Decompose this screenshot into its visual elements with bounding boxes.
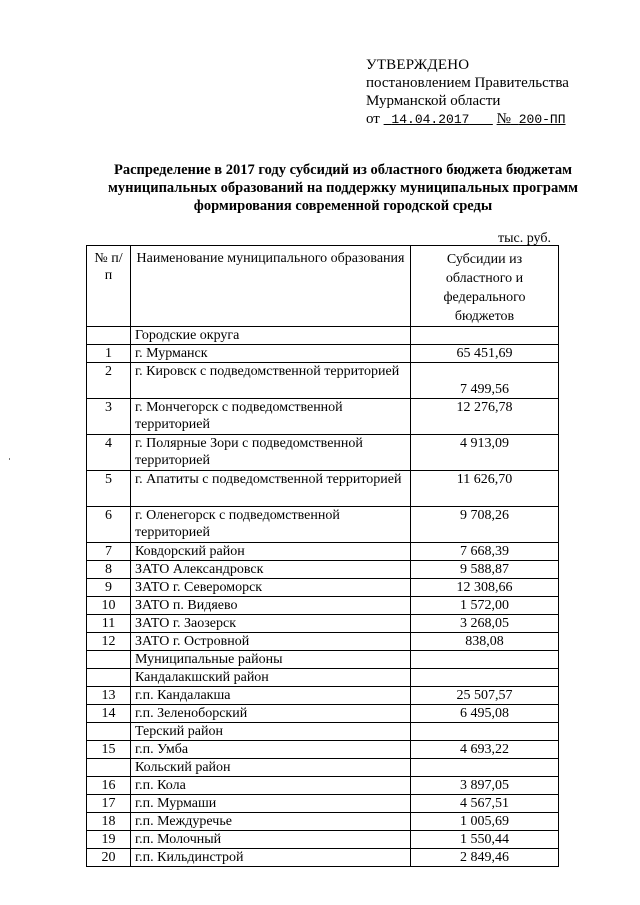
row-name: г.п. Кандалакша (131, 687, 411, 705)
row-name: ЗАТО г. Островной (131, 633, 411, 651)
table-row (87, 615, 559, 633)
row-value: 4 693,22 (411, 741, 559, 759)
row-value: 12 308,66 (411, 579, 559, 597)
row-name: г. Апатиты с подведомственной территорией (131, 471, 411, 507)
row-num: 19 (87, 831, 131, 849)
row-name: г.п. Зеленоборский (131, 705, 411, 723)
row-num: 13 (87, 687, 131, 705)
table-row (87, 345, 559, 363)
row-num (87, 327, 131, 345)
row-num: 7 (87, 543, 131, 561)
row-value: 3 268,05 (411, 615, 559, 633)
table-row (87, 579, 559, 597)
table-row (87, 759, 559, 777)
table-row (87, 561, 559, 579)
row-value: 12 276,78 (411, 399, 559, 435)
approval-line-2: Мурманской области (366, 93, 501, 109)
header-num: № п/п (87, 246, 131, 327)
row-name: Муниципальные районы (131, 651, 411, 669)
row-value (411, 669, 559, 687)
row-num: 2 (87, 363, 131, 399)
row-value (411, 651, 559, 669)
row-value: 9 588,87 (411, 561, 559, 579)
row-value: 1 005,69 (411, 813, 559, 831)
row-num: 16 (87, 777, 131, 795)
row-value: 838,08 (411, 633, 559, 651)
row-value (411, 759, 559, 777)
row-name: г.п. Кола (131, 777, 411, 795)
table-row (87, 705, 559, 723)
row-name: Кандалакшский район (131, 669, 411, 687)
row-num: 15 (87, 741, 131, 759)
approval-line-1: постановлением Правительства (366, 75, 569, 91)
scan-speck (9, 458, 10, 460)
row-name: г.п. Молочный (131, 831, 411, 849)
row-value: 7 499,56 (411, 363, 559, 399)
row-num (87, 669, 131, 687)
row-name: ЗАТО г. Заозерск (131, 615, 411, 633)
row-value: 1 572,00 (411, 597, 559, 615)
row-value: 1 550,44 (411, 831, 559, 849)
row-value: 9 708,26 (411, 507, 559, 543)
row-value: 11 626,70 (411, 471, 559, 507)
row-name: Городские округа (131, 327, 411, 345)
from-label: от (366, 111, 380, 127)
table-row (87, 831, 559, 849)
row-name: ЗАТО г. Североморск (131, 579, 411, 597)
row-num (87, 723, 131, 741)
row-name: г.п. Умба (131, 741, 411, 759)
table-row (87, 435, 559, 471)
row-num: 20 (87, 849, 131, 867)
row-num: 12 (87, 633, 131, 651)
row-name: г.п. Междуречье (131, 813, 411, 831)
row-value: 2 849,46 (411, 849, 559, 867)
document-title: Распределение в 2017 году субсидий из областного бюджета бюджетам муниципальных образований на поддержку муниципальных программ формирования современной городской среды (108, 162, 578, 214)
table-row (87, 795, 559, 813)
table-row (87, 813, 559, 831)
row-num (87, 759, 131, 777)
row-name: ЗАТО Александровск (131, 561, 411, 579)
row-value: 4 567,51 (411, 795, 559, 813)
row-value: 65 451,69 (411, 345, 559, 363)
table-row (87, 363, 559, 399)
row-value (411, 327, 559, 345)
row-num: 14 (87, 705, 131, 723)
table-row (87, 723, 559, 741)
header-value: Субсидии из областного и федерального бюджетов (411, 246, 559, 327)
row-name: Ковдорский район (131, 543, 411, 561)
row-num: 1 (87, 345, 131, 363)
table-row (87, 849, 559, 867)
header-name: Наименование муниципального образования (131, 246, 411, 327)
table-row (87, 399, 559, 435)
table-row (87, 633, 559, 651)
row-name: г. Оленегорск с подведомственной территорией (131, 507, 411, 543)
row-value: 6 495,08 (411, 705, 559, 723)
row-num: 6 (87, 507, 131, 543)
table-row (87, 471, 559, 507)
table-row (87, 741, 559, 759)
row-num: 3 (87, 399, 131, 435)
subsidy-table (86, 245, 559, 867)
row-num: 5 (87, 471, 131, 507)
table-row (87, 597, 559, 615)
row-name: г. Полярные Зори с подведомственной территорией (131, 435, 411, 471)
row-num (87, 651, 131, 669)
row-name: Кольский район (131, 759, 411, 777)
row-value (411, 723, 559, 741)
number-label: № (496, 111, 511, 127)
approval-block (366, 56, 569, 129)
table-row (87, 507, 559, 543)
row-name: г. Мурманск (131, 345, 411, 363)
table-row (87, 669, 559, 687)
approval-date-line (366, 110, 569, 129)
row-value: 3 897,05 (411, 777, 559, 795)
row-num: 8 (87, 561, 131, 579)
row-num: 10 (87, 597, 131, 615)
approval-date: 14.04.2017 (391, 112, 470, 127)
unit-label: тыс. руб. (498, 231, 551, 246)
row-name: г.п. Мурмаши (131, 795, 411, 813)
row-name: г. Кировск с подведомственной территорией (131, 363, 411, 399)
row-num: 9 (87, 579, 131, 597)
row-value: 4 913,09 (411, 435, 559, 471)
table-row (87, 327, 559, 345)
approval-heading: УТВЕРЖДЕНО (366, 57, 470, 73)
row-name: г. Мончегорск с подведомственной территорией (131, 399, 411, 435)
table-row (87, 651, 559, 669)
table-row (87, 687, 559, 705)
approval-number: 200-ПП (518, 112, 566, 127)
row-num: 11 (87, 615, 131, 633)
table-row (87, 777, 559, 795)
row-value: 25 507,57 (411, 687, 559, 705)
row-name: Терский район (131, 723, 411, 741)
row-num: 4 (87, 435, 131, 471)
row-name: г.п. Кильдинстрой (131, 849, 411, 867)
table-body (87, 327, 559, 867)
row-name: ЗАТО п. Видяево (131, 597, 411, 615)
row-num: 18 (87, 813, 131, 831)
table-row (87, 543, 559, 561)
row-value: 7 668,39 (411, 543, 559, 561)
row-num: 17 (87, 795, 131, 813)
